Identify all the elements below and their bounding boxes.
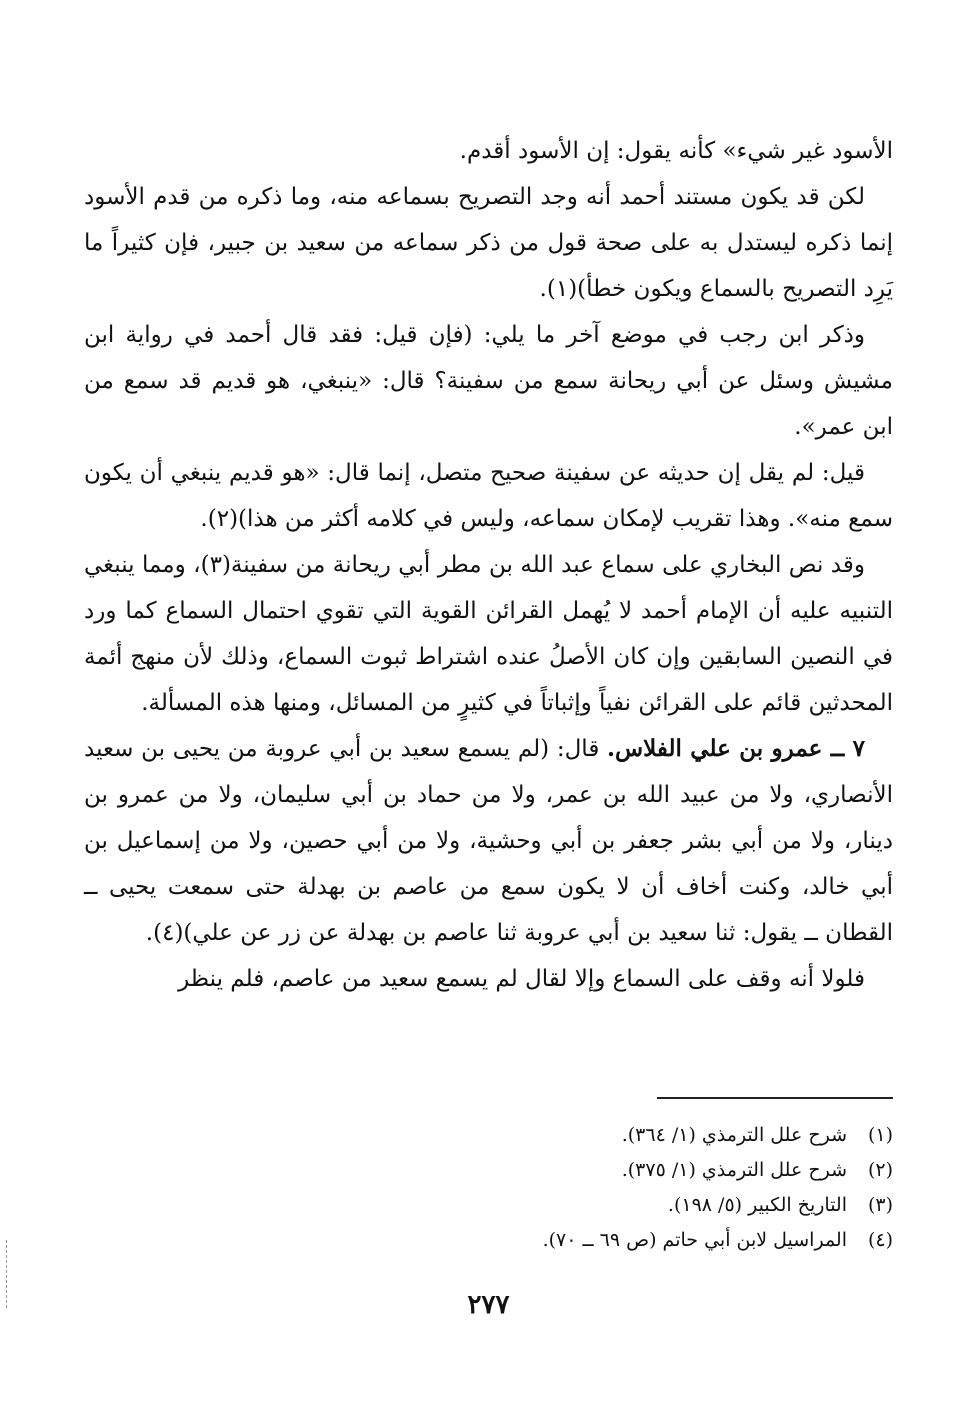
page-number: ٢٧٧ — [467, 1290, 510, 1320]
item-7-text: قال: (لم يسمع سعيد بن أبي عروبة من يحيى بن سعيد الأنصاري، ولا من عبيد الله بن عمر، ولا من حماد بن أبي سليمان، ولا من عمرو بن دينار، ولا من أبي بشر جعفر بن أبي وحشية، ولا من أبي حصين، ولا من إسماعيل بن أبي خالد، وكنت أخاف أن لا يكون سمع من عاصم بن بهدلة حتى سمعت يحيى ــ القطان ــ يقول: ثنا سعيد بن أبي عروبة ثنا عاصم بن بهدلة عن زر عن علي)(٤). — [84, 736, 893, 946]
footnote-divider — [657, 1097, 893, 1099]
paragraph-ibn-rajab: وذكر ابن رجب في موضع آخر ما يلي: (فإن قيل: فقد قال أحمد في رواية ابن مشيش وسئل عن أبي ريحانة سمع من سفينة؟ قال: «ينبغي، هو قديم قد سمع من ابن عمر». — [84, 322, 893, 440]
footnote-number: (١) — [867, 1124, 893, 1146]
footnote-number: (٢) — [867, 1159, 893, 1181]
footnote-text: شرح علل الترمذي (١/ ٣٧٥). — [621, 1159, 847, 1181]
footnote-number: (٤) — [867, 1229, 893, 1251]
footnote-2 — [84, 1153, 893, 1188]
main-text — [84, 128, 893, 1002]
footnote-1 — [84, 1118, 893, 1153]
paragraph-item-7 — [84, 726, 893, 956]
item-7-heading: ٧ ــ عمرو بن علي الفلاس. — [607, 735, 865, 762]
scan-margin-marks — [6, 1240, 9, 1308]
paragraph-reply: قيل: لم يقل إن حديثه عن سفينة صحيح متصل، إنما قال: «هو قديم ينبغي أن يكون سمع منه». وهذا تقريب لإمكان سماعه، وليس في كلامه أكثر من هذا)(٢). — [84, 460, 893, 532]
paragraph-ahmad-source: لكن قد يكون مستند أحمد أنه وجد التصريح بسماعه منه، وما ذكره من قدم الأسود إنما ذكره ليستدل به على صحة قول من ذكر سماعه من سعيد بن جبير، فإن كثيراً ما يَرِد التصريح بالسماع ويكون خطأ)(١). — [84, 184, 893, 302]
footnote-number: (٣) — [867, 1194, 893, 1216]
paragraph-final: فلولا أنه وقف على السماع وإلا لقال لم يسمع سعيد من عاصم، فلم ينظر — [178, 966, 865, 992]
footnote-text: التاريخ الكبير (٥/ ١٩٨). — [667, 1194, 847, 1216]
footnote-text: شرح علل الترمذي (١/ ٣٦٤). — [621, 1124, 847, 1146]
footnote-text: المراسيل لابن أبي حاتم (ص ٦٩ ــ ٧٠). — [542, 1229, 847, 1251]
paragraph-bukhari: وقد نص البخاري على سماع عبد الله بن مطر أبي ريحانة من سفينة(٣)، ومما ينبغي التنبيه عليه أن الإمام أحمد لا يُهمل القرائن القوية التي تقوي احتمال السماع كما ورد في النصين السابقين وإن كان الأصلُ عنده اشتراط ثبوت السماع، وذلك لأن منهج أئمة المحدثين قائم على القرائن نفياً وإثباتاً في كثيرٍ من المسائل، ومنها هذه المسألة. — [84, 552, 893, 716]
footnote-4 — [84, 1223, 893, 1258]
footnotes — [84, 1118, 893, 1258]
footnote-3 — [84, 1188, 893, 1223]
paragraph-continuation: الأسود غير شيء» كأنه يقول: إن الأسود أقدم. — [459, 138, 893, 164]
